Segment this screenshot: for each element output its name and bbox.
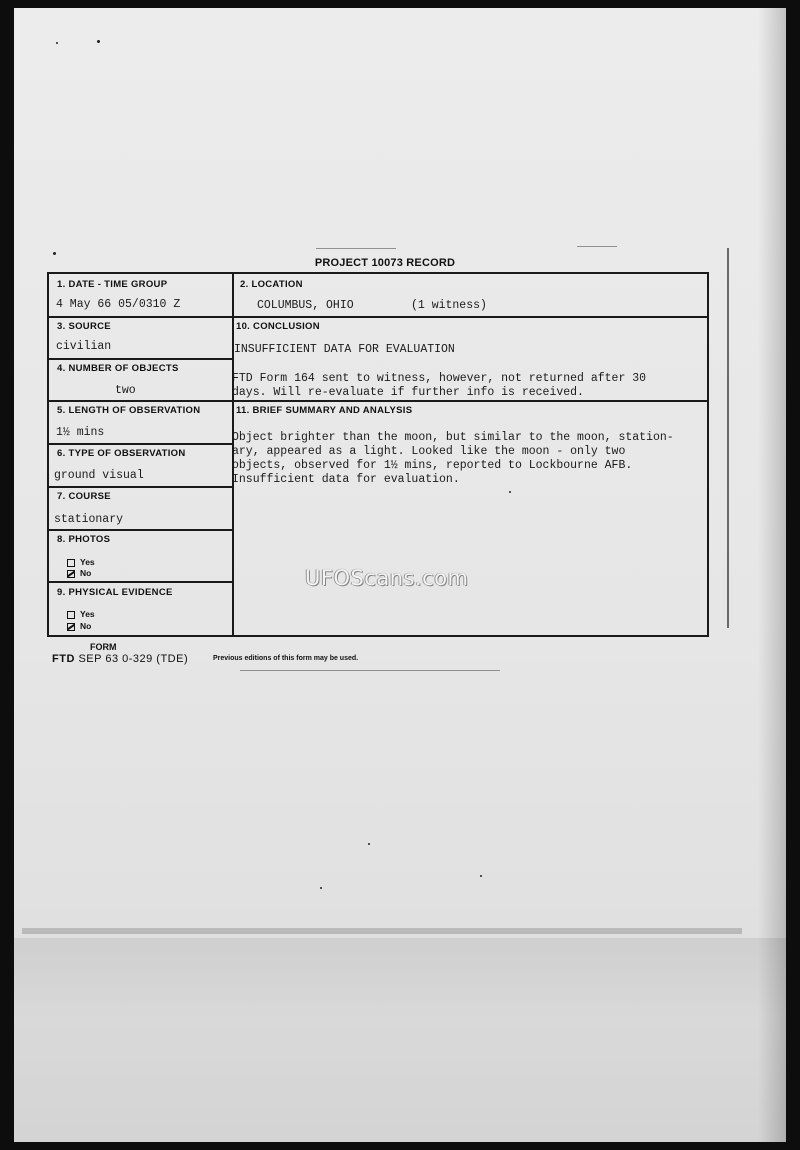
row-divider	[49, 316, 709, 318]
page-edge-line	[22, 928, 742, 934]
witness-count: (1 witness)	[411, 299, 487, 312]
summary-line: objects, observed for 1½ mins, reported to Lockbourne AFB.	[232, 459, 633, 472]
footer-note: Previous editions of this form may be used.	[213, 655, 359, 662]
dust-speck	[53, 252, 56, 255]
film-lower-band	[14, 938, 786, 1142]
footer-form-label: FORM	[90, 642, 117, 652]
summary-line: ary, appeared as a light. Looked like the moon - only two	[232, 445, 626, 458]
dust-speck	[320, 887, 322, 889]
number-of-objects-value: two	[115, 384, 136, 397]
checked-checkbox-icon	[67, 623, 75, 631]
conclusion-note-line: days. Will re-evaluate if further info is received.	[232, 386, 584, 399]
location-label: 2. LOCATION	[240, 279, 303, 290]
row-divider	[49, 358, 232, 360]
type-of-observation-value: ground visual	[54, 469, 144, 482]
conclusion-label: 10. CONCLUSION	[236, 321, 320, 332]
conclusion-note-line: FTD Form 164 sent to witness, however, not returned after 30	[232, 372, 647, 385]
physical-evidence-label: 9. PHYSICAL EVIDENCE	[57, 587, 173, 598]
row-divider	[49, 486, 232, 488]
date-time-label: 1. DATE - TIME GROUP	[57, 279, 168, 290]
source-label: 3. SOURCE	[57, 321, 111, 332]
row-divider	[49, 581, 232, 583]
watermark: UFOScans.com	[305, 566, 469, 590]
photos-label: 8. PHOTOS	[57, 534, 111, 545]
row-divider	[49, 443, 232, 445]
form-title: PROJECT 10073 RECORD	[314, 257, 456, 269]
photos-no-option: No	[67, 568, 91, 578]
faint-dash-line	[240, 670, 500, 671]
faint-dash-line	[316, 248, 396, 249]
margin-line	[727, 248, 729, 628]
physical-evidence-no-option: No	[67, 621, 91, 631]
dust-speck	[480, 875, 482, 877]
checkbox-icon	[67, 559, 75, 567]
photos-yes-option: Yes	[67, 557, 95, 567]
length-of-observation-value: 1½ mins	[56, 426, 105, 439]
row-divider	[49, 400, 709, 402]
checked-checkbox-icon	[67, 570, 75, 578]
summary-label: 11. BRIEF SUMMARY AND ANALYSIS	[236, 405, 413, 416]
dust-speck	[368, 843, 370, 845]
faint-dash-line	[577, 246, 617, 247]
location-value: COLUMBUS, OHIO	[257, 299, 354, 312]
dust-speck	[56, 42, 58, 44]
conclusion-value: INSUFFICIENT DATA FOR EVALUATION	[234, 343, 455, 356]
course-label: 7. COURSE	[57, 491, 111, 502]
page-shadow	[758, 8, 786, 1142]
dust-speck	[97, 40, 100, 43]
length-of-observation-label: 5. LENGTH OF OBSERVATION	[57, 405, 201, 416]
type-of-observation-label: 6. TYPE OF OBSERVATION	[57, 448, 186, 459]
summary-line: Insufficient data for evaluation.	[232, 473, 460, 486]
date-time-value: 4 May 66 05/0310 Z	[56, 298, 181, 311]
footer-form-number: SEP 63 0-329 (TDE)	[78, 653, 189, 665]
physical-evidence-yes-option: Yes	[67, 609, 95, 619]
checkbox-icon	[67, 611, 75, 619]
summary-line: Object brighter than the moon, but similar to the moon, station-	[232, 431, 674, 444]
row-divider	[49, 529, 232, 531]
footer-form-code	[52, 653, 188, 665]
course-value: stationary	[54, 513, 124, 526]
source-value: civilian	[56, 340, 112, 353]
number-of-objects-label: 4. NUMBER OF OBJECTS	[57, 363, 179, 374]
footer-form-prefix: FTD	[52, 653, 75, 665]
